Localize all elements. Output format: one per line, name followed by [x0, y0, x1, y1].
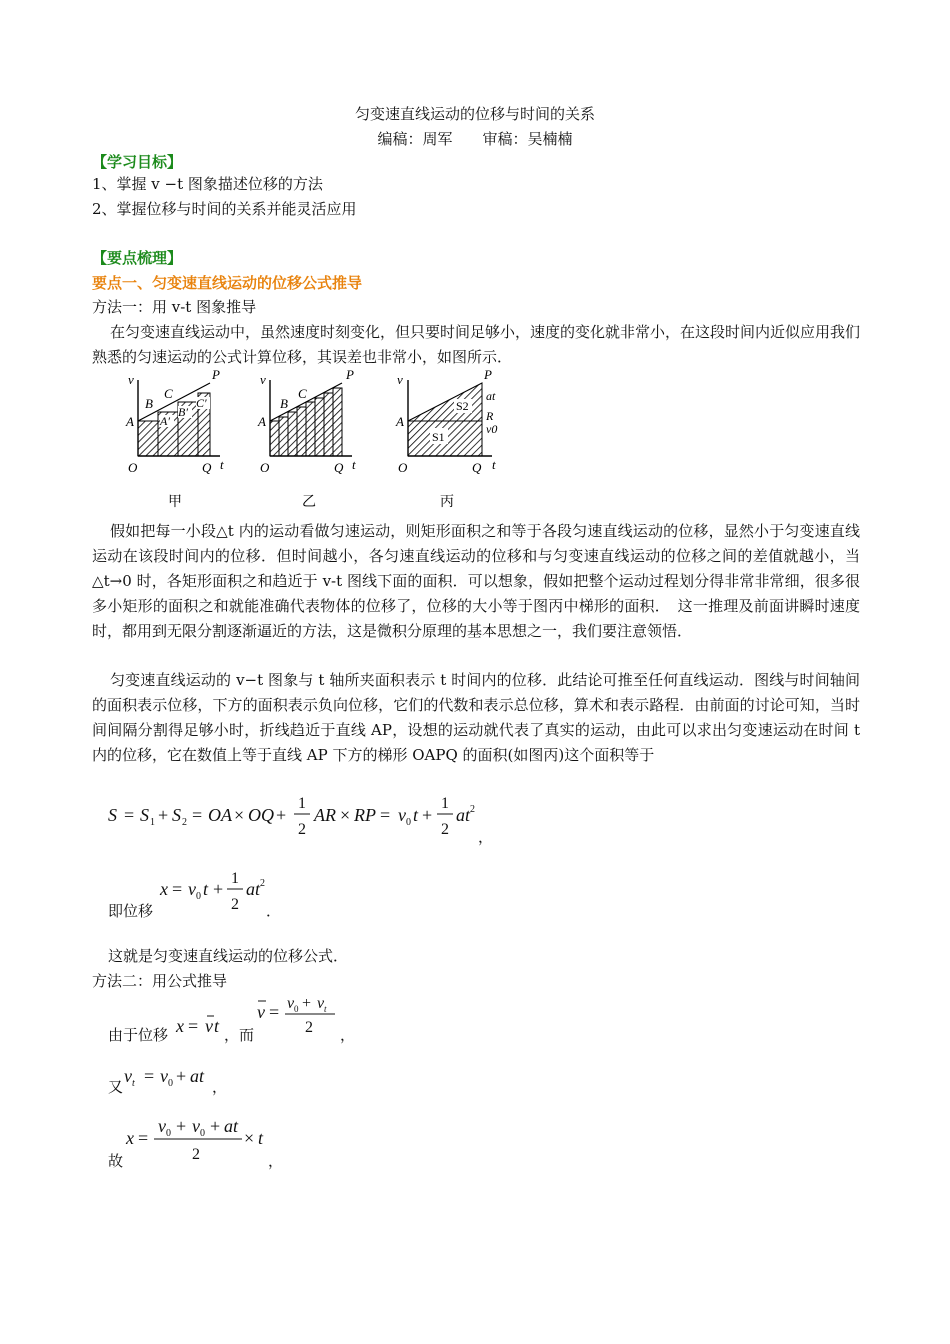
fig2-label-t: t	[352, 457, 356, 472]
svg-text:2: 2	[182, 817, 187, 828]
fig1-label-A: A	[126, 414, 134, 429]
avg-comma: ，	[340, 1026, 356, 1044]
final-formula	[124, 1112, 272, 1166]
svg-text:S: S	[108, 805, 117, 825]
svg-text:+: +	[302, 995, 312, 1012]
svg-text:0: 0	[294, 1004, 299, 1014]
svg-text:+: +	[276, 805, 287, 825]
fig3-label-A: A	[396, 414, 404, 429]
svg-text:AR: AR	[314, 805, 336, 825]
svg-text:×: ×	[340, 805, 351, 825]
fig2-label-B: B	[280, 396, 288, 411]
fig1-label-B: B	[145, 396, 153, 411]
fig2-label-Q: Q	[334, 460, 344, 475]
fig3-label-O: O	[398, 460, 408, 475]
svg-text:v: v	[188, 879, 196, 899]
svg-text:+: +	[176, 1116, 187, 1136]
area-formula	[108, 790, 498, 842]
paragraph-2: 假如把每一小段△t 内的运动看做匀速运动，则矩形面积之和等于各段匀速直线运动的位移，显然小于匀变速直线运动在该段时间内的位移．但时间越小，各匀速直线运动的位移和与匀变速直线运动的位移之间的差值就越小，当△t→0 时，各矩形面积之和趋近于 v-t 图线下面的面积．可以想象，假如把整个运动过程划分得非常非常细，很多很多小矩形的面积之和就能准确代表物体的位移了，位移的大小等于图丙中梯形的面积． 这一推理及前面讲瞬时速度时，都用到无限分割逐渐逼近的方法，这是微积分原理的基本思想之一，我们要注意领悟．	[92, 522, 860, 640]
svg-text:v: v	[317, 995, 325, 1012]
paragraph-1: 在匀变速直线运动中，虽然速度时刻变化，但只要时间足够小，速度的变化就非常小，在这段时间内近似应用我们熟悉的匀速运动的公式计算位移，其误差也非常小，如图所示．	[92, 323, 861, 366]
svg-text:+: +	[213, 879, 224, 899]
svg-text:v: v	[287, 995, 295, 1012]
svg-text:v: v	[205, 1016, 213, 1036]
goal-item-2: 2、掌握位移与时间的关系并能灵活应用	[92, 200, 357, 218]
svg-text:S: S	[140, 805, 149, 825]
svg-text:v: v	[160, 1066, 168, 1086]
doc-authors: 编稿：周军 审稿：吴楠楠	[377, 130, 573, 148]
svg-text:S: S	[172, 805, 181, 825]
svg-text:OA: OA	[208, 805, 232, 825]
vt-figures	[120, 367, 498, 513]
svg-text:t: t	[203, 879, 209, 899]
svg-text:=: =	[138, 1128, 149, 1148]
svg-text:2: 2	[470, 804, 475, 815]
fig1-label-v: v	[128, 372, 134, 387]
goals-heading: 【学习目标】	[92, 153, 183, 171]
avg-and: ，而	[224, 1026, 255, 1044]
figure-bing	[395, 367, 497, 510]
svg-text:×: ×	[234, 805, 245, 825]
doc-title: 匀变速直线运动的位移与时间的关系	[354, 105, 595, 123]
svg-text:=: =	[144, 1066, 155, 1086]
svg-text:2: 2	[231, 896, 239, 913]
avg-velocity-formula	[255, 994, 339, 1040]
fig2-label-A: A	[258, 414, 266, 429]
displacement-lead: 即位移	[108, 902, 154, 920]
svg-text:2: 2	[192, 1146, 200, 1163]
fig3-label-at: at	[486, 389, 496, 403]
paragraph-3: 匀变速直线运动的 v−t 图象与 t 轴所夹面积表示 t 时间内的位移．此结论可推至任何直线运动．图线与时间轴间的面积表示位移，下方的面积表示负向位移，它们的代数和表示总位移，算术和表示路程．由前面的讨论可知，当时间间隔分割得足够小时，折线趋近于直线 AP，设想的运动就代表了真实的运动，由此可以求出匀变速运动在时间 t 内的位移，它在数值上等于直线 AP 下方的梯形 OAPQ 的面积(如图丙)这个面积等于	[92, 671, 860, 764]
goal-item-1: 1、掌握 v −t 图象描述位移的方法	[92, 175, 323, 193]
svg-text:at: at	[224, 1116, 239, 1136]
svg-text:=: =	[269, 1002, 280, 1022]
svg-text:=: =	[124, 805, 135, 825]
fig3-label-S2: S2	[456, 399, 469, 413]
fig2-label-P: P	[346, 367, 354, 382]
final-comma: ，	[268, 1152, 284, 1170]
fig1-label-O: O	[128, 460, 138, 475]
svg-text:at: at	[456, 805, 471, 825]
svg-text:v: v	[398, 805, 406, 825]
fig3-label-R: R	[486, 409, 494, 423]
also-lead: 又	[108, 1078, 124, 1096]
displacement-formula	[158, 868, 278, 918]
svg-text:t: t	[324, 1004, 327, 1014]
svg-text:x: x	[176, 1016, 184, 1036]
fig2-caption: 乙	[302, 494, 316, 510]
fig1-label-P: P	[212, 367, 220, 382]
method-two-label: 方法二：用公式推导	[92, 972, 228, 990]
fig3-label-Q: Q	[472, 460, 482, 475]
svg-text:+: +	[158, 805, 169, 825]
svg-text:=: =	[188, 1016, 199, 1036]
points-heading: 【要点梳理】	[92, 249, 183, 267]
svg-text:at: at	[190, 1066, 205, 1086]
svg-text:2: 2	[260, 878, 265, 889]
svg-text:t: t	[214, 1016, 220, 1036]
svg-text:2: 2	[441, 821, 449, 838]
svg-text:2: 2	[305, 1019, 313, 1036]
svg-text:x: x	[126, 1128, 134, 1148]
svg-text:0: 0	[196, 891, 201, 902]
svg-text:t: t	[258, 1128, 264, 1148]
fig2-label-O: O	[260, 460, 270, 475]
svg-text:x: x	[160, 879, 168, 899]
svg-text:t: t	[413, 805, 419, 825]
area-formula-comma: ，	[478, 828, 494, 846]
fig1-label-C-prime: C′	[196, 396, 207, 410]
fig3-label-v0: v0	[486, 422, 498, 436]
method-one-label: 方法一：用 v-t 图象推导	[92, 298, 257, 316]
svg-text:0: 0	[200, 1128, 205, 1139]
fig3-label-P: P	[484, 367, 492, 382]
point-one-heading: 要点一、匀变速直线运动的位移公式推导	[92, 274, 363, 292]
svg-text:t: t	[132, 1078, 135, 1089]
svg-text:×: ×	[244, 1128, 255, 1148]
figure-yi	[257, 367, 356, 510]
fig3-label-v: v	[397, 372, 403, 387]
displacement-period: ．	[266, 902, 282, 920]
svg-text:1: 1	[298, 795, 306, 812]
fig3-caption: 丙	[440, 494, 454, 510]
svg-text:0: 0	[406, 817, 411, 828]
svg-text:v: v	[158, 1116, 166, 1136]
figure-jia	[125, 367, 224, 510]
svg-text:0: 0	[166, 1128, 171, 1139]
fig1-label-B-prime: B′	[178, 405, 188, 419]
svg-text:v: v	[192, 1116, 200, 1136]
svg-text:v: v	[257, 1002, 265, 1022]
avg-displacement-formula	[174, 1010, 224, 1038]
svg-text:2: 2	[298, 821, 306, 838]
svg-text:v: v	[124, 1066, 132, 1086]
so-lead: 故	[108, 1152, 124, 1170]
fig3-label-S1: S1	[432, 430, 445, 444]
svg-text:=: =	[192, 805, 203, 825]
paragraph-4: 这就是匀变速直线运动的位移公式．	[108, 947, 349, 965]
svg-text:0: 0	[168, 1078, 173, 1089]
velocity-formula	[122, 1062, 214, 1090]
svg-text:=: =	[380, 805, 391, 825]
svg-text:+: +	[422, 805, 433, 825]
velocity-comma: ，	[212, 1078, 228, 1096]
svg-text:+: +	[210, 1116, 221, 1136]
fig1-label-C: C	[164, 386, 173, 401]
svg-text:OQ: OQ	[248, 805, 274, 825]
fig1-caption: 甲	[168, 494, 182, 510]
fig1-label-A-prime: A′	[160, 414, 170, 428]
svg-text:=: =	[172, 879, 183, 899]
fig2-label-C: C	[298, 386, 307, 401]
fig1-label-t: t	[220, 457, 224, 472]
svg-text:at: at	[246, 879, 261, 899]
avg-lead: 由于位移	[108, 1026, 169, 1044]
svg-text:1: 1	[441, 795, 449, 812]
svg-text:+: +	[176, 1066, 187, 1086]
fig3-label-t: t	[492, 457, 496, 472]
svg-text:1: 1	[231, 870, 239, 887]
svg-text:1: 1	[150, 817, 155, 828]
svg-text:RP: RP	[354, 805, 376, 825]
fig1-label-Q: Q	[202, 460, 212, 475]
fig2-label-v: v	[260, 372, 266, 387]
